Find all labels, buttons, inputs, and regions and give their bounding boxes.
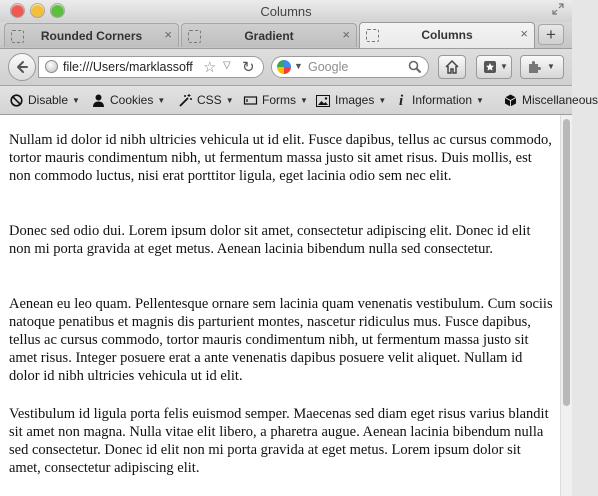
tab-close-button[interactable]: × [342, 27, 350, 42]
toolbar-item-images[interactable] [316, 93, 386, 107]
toolbar-item-information[interactable] [399, 93, 484, 107]
home-button[interactable] [438, 55, 466, 79]
scrollbar-thumb[interactable] [563, 119, 570, 406]
tab-gradient[interactable] [181, 23, 357, 47]
window-title: Columns [260, 4, 312, 19]
magic-wand-icon [179, 94, 192, 107]
chevron-down-icon: ▼ [157, 95, 166, 105]
toolbar-item-forms[interactable] [244, 93, 308, 107]
google-icon[interactable] [277, 60, 291, 74]
back-arrow-icon [15, 60, 29, 74]
no-entry-icon [10, 94, 23, 107]
tab-rounded-corners[interactable] [4, 23, 179, 47]
new-tab-button[interactable]: + [538, 24, 564, 45]
vertical-scrollbar[interactable] [560, 115, 572, 496]
paragraph: Nullam id dolor id nibh ultricies vehicula ut id elit. Fusce dapibus, tellus ac cursus commodo, tortor mauris condimentum nibh, ut fermentum massa justo sit amet risus. Duis mollis, est non commodo luctus, nisi erat porttitor ligula, eget lacinia odio sem nec elit. [9, 132, 552, 184]
home-icon [445, 60, 459, 74]
tab-close-button[interactable]: × [164, 27, 172, 42]
tab-label: Columns [421, 28, 473, 42]
chevron-down-icon: ▼ [300, 95, 308, 105]
web-developer-toolbar [0, 86, 598, 115]
bookmarks-dropdown-icon: ▼ [500, 62, 508, 71]
page-icon [188, 30, 201, 43]
bookmark-star-icon[interactable]: ☆ [203, 59, 217, 76]
tab-close-button[interactable]: × [520, 26, 528, 41]
form-icon [244, 94, 257, 107]
chevron-down-icon: ▼ [378, 95, 387, 105]
bookmarks-button[interactable] [476, 55, 512, 79]
paragraph: Vestibulum id ligula porta felis euismod semper. Maecenas sed diam eget risus varius blandit sit amet non magna. Nulla vitae elit libero, a pharetra augue. Aenean lacinia bibendum nulla sed consectetur. Donec id elit non mi porta gravida at eget metus. Lorem ipsum dolor sit amet, consectetur adipiscing elit. [9, 406, 549, 476]
toolbar-item-disable[interactable] [10, 93, 80, 107]
cube-icon [504, 94, 517, 107]
paragraph: Aenean eu leo quam. Pellentesque ornare sem lacinia quam venenatis vestibulum. Cum sociis natoque penatibus et magnis dis parturient montes, nascetur ridiculus mus. Fusce dapibus, tellus ac cursus commodo, tortor mauris condimentum nibh, ut fermentum massa justo sit amet risus. Integer posuere erat a ante venenatis dapibus posuere velit aliquet. Nullam id dolor id nibh ultricies vehicula ut id elit. [9, 296, 553, 384]
search-bar[interactable] [271, 56, 429, 78]
page-icon [11, 30, 24, 43]
info-icon: i [399, 92, 404, 109]
toolbar-label: Forms [262, 93, 296, 107]
fullscreen-icon[interactable] [552, 3, 564, 15]
bookmarks-icon [483, 60, 497, 74]
addon-dropdown-icon: ▼ [547, 62, 555, 71]
toolbar-label: Cookies [110, 93, 154, 107]
reload-icon[interactable]: ↻ [242, 59, 255, 76]
globe-icon [45, 60, 58, 73]
tab-columns[interactable] [359, 22, 535, 48]
toolbar-label: Disable [28, 93, 69, 107]
history-dropdown-icon[interactable]: ▽ [223, 60, 231, 71]
addon-button[interactable] [520, 55, 564, 79]
url-text[interactable]: file:///Users/marklassoff [63, 60, 193, 74]
page-icon [366, 29, 379, 42]
toolbar-label: Images [335, 93, 375, 107]
person-icon [92, 94, 105, 107]
toolbar-item-css[interactable] [179, 93, 234, 107]
toolbar-item-cookies[interactable] [92, 93, 165, 107]
chevron-down-icon: ▼ [476, 95, 484, 105]
back-button[interactable] [8, 53, 36, 81]
search-engine-dropdown-icon[interactable]: ▼ [294, 61, 303, 71]
paragraph: Donec sed odio dui. Lorem ipsum dolor sit amet, consectetur adipiscing elit. Donec id elit non mi porta gravida at eget metus. Aenean lacinia bibendum nulla sed consectetur. [9, 223, 531, 257]
toolbar-label: Miscellaneous [522, 93, 598, 107]
toolbar-label: CSS [197, 93, 222, 107]
image-icon [316, 95, 330, 107]
title-bar [0, 0, 572, 22]
chevron-down-icon: ▼ [225, 95, 234, 105]
tab-bar [0, 22, 572, 49]
search-input[interactable]: Google [308, 60, 349, 74]
search-icon[interactable] [408, 60, 422, 74]
chevron-down-icon: ▼ [72, 95, 80, 105]
navigation-bar [0, 49, 572, 86]
puzzle-icon [527, 60, 543, 74]
toolbar-label: Information [412, 93, 473, 107]
url-bar[interactable] [38, 56, 264, 78]
tab-label: Rounded Corners [40, 29, 143, 43]
toolbar-item-miscellaneous[interactable] [504, 93, 598, 107]
tab-label: Gradient [244, 29, 294, 43]
page-content [0, 115, 560, 496]
